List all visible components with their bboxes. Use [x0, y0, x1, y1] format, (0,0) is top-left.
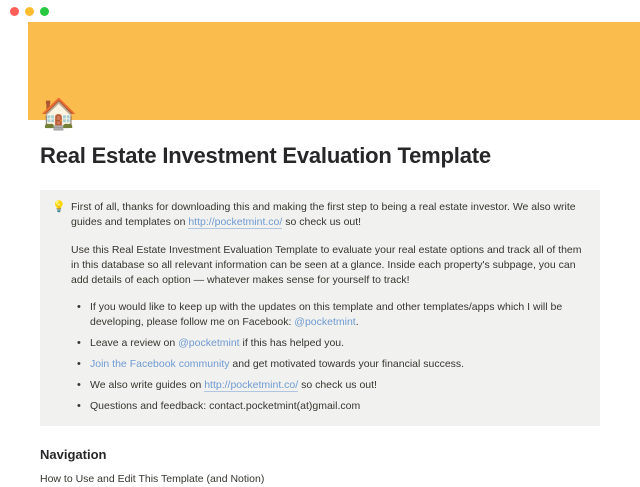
list-item: [88, 378, 588, 393]
navigation-heading[interactable]: Navigation: [40, 447, 107, 462]
zoom-window-button[interactable]: [40, 7, 49, 16]
house-icon[interactable]: 🏠: [40, 98, 78, 131]
bullet-1-prefix: If you would like to keep up with the updates on this template and other templates/apps which I will be developing, please follow me on Facebook:: [90, 301, 563, 328]
callout-bullet-list: [52, 300, 588, 414]
list-item: [88, 357, 588, 372]
callout-intro-suffix: so check us out!: [282, 216, 362, 228]
guides-site-link[interactable]: http://pocketmint.co/: [204, 379, 299, 391]
facebook-community-link[interactable]: Join the Facebook community: [90, 358, 230, 370]
bullet-4-prefix: We also write guides on: [90, 379, 205, 391]
page-cover[interactable]: [28, 22, 640, 120]
facebook-mention-link[interactable]: @pocketmint: [294, 316, 356, 328]
bullet-5-text: Questions and feedback: contact.pocketmint(at)gmail.com: [90, 400, 361, 412]
list-item: [88, 336, 588, 351]
bullet-2-prefix: Leave a review on: [90, 337, 179, 349]
callout-first-row: [52, 200, 588, 230]
bullet-1-suffix: .: [355, 316, 359, 328]
list-item: [88, 399, 588, 414]
callout-block[interactable]: [40, 190, 600, 426]
list-item: [88, 300, 588, 330]
minimize-window-button[interactable]: [25, 7, 34, 16]
bullet-4-suffix: so check us out!: [298, 379, 377, 391]
page-body: [0, 22, 640, 485]
bullet-3-suffix: and get motivated towards your financial success.: [229, 358, 465, 370]
callout-paragraph: Use this Real Estate Investment Evaluation Template to evaluate your real estate options and track all of them in this database so all relevant information can be seen at a glance. Inside each property's subpage, you can add details of each option — whatever makes sense for yourself to track!: [71, 244, 582, 286]
page-title[interactable]: Real Estate Investment Evaluation Template: [40, 143, 491, 168]
page-content: [0, 142, 640, 485]
callout-intro-text: [71, 200, 588, 230]
review-mention-link[interactable]: @pocketmint: [178, 337, 240, 349]
callout-intro-prefix: First of all, thanks for downloading this and making the first step to being a real estate investor. We also write guides and templates on: [71, 201, 576, 228]
lightbulb-icon: 💡: [52, 201, 66, 213]
navigation-first-item[interactable]: How to Use and Edit This Template (and Notion): [40, 473, 265, 485]
bullet-2-suffix: if this has helped you.: [239, 337, 345, 349]
close-window-button[interactable]: [10, 7, 19, 16]
title-bar: [0, 0, 640, 22]
pocketmint-site-link[interactable]: http://pocketmint.co/: [188, 216, 283, 228]
